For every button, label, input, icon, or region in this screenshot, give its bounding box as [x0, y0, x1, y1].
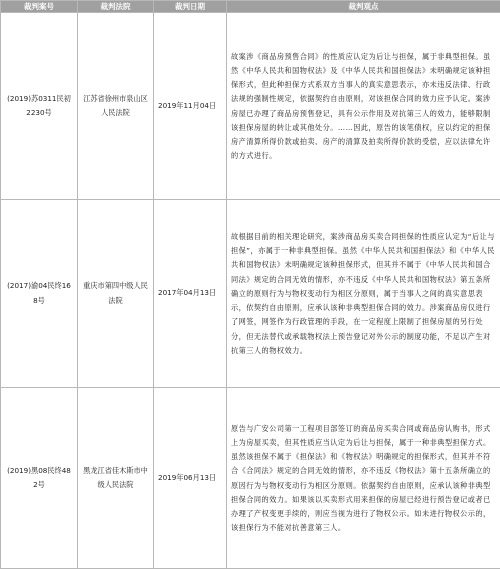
court-cell: 江苏省徐州市泉山区人民法院: [78, 13, 154, 200]
case-no-cell: (2017)渝04民终168号: [1, 200, 78, 388]
table-row: [1, 388, 500, 569]
court-cell: 重庆市第四中级人民法院: [78, 200, 154, 388]
court-cell: 黑龙江省佳木斯市中级人民法院: [78, 388, 154, 569]
view-cell: 故根据目前的相关理论研究，案涉商品房买卖合同担保的性质应认定为“后让与担保”，亦属于一种非典型担保。虽然《中华人民共和国担保法》和《中华人民共和国物权法》未明确规定该种担保形式，但其并不属于《中华人民共和国合同法》规定的合同无效的情形，亦不违反《中华人民共和国物权法》第五条所确立的原则行为与物权变动行为相区分原则，属于当事人之间的真实意思表示，依契约自由原则，应承认该种非典型担保合同的效力。涉案商品房仅进行了网签，网签作为行政管理的手段，在一定程度上限制了担保房屋的另行处分，但无法替代或承载物权法上预告登记对外公示的制度功能，不足以产生对抗第三人的物权效力。: [227, 200, 500, 388]
table-row: [1, 200, 500, 388]
date-cell: 2017年04月13日: [154, 200, 227, 388]
table-header-row: [1, 1, 500, 13]
date-cell: 2019年06月13日: [154, 388, 227, 569]
view-cell: 故案涉《商品房预售合同》的性质应认定为后让与担保，属于非典型担保。虽然《中华人民共和国物权法》及《中华人民共和国担保法》未明确规定该种担保形式，但此种担保方式系双方当事人的真实意思表示，亦未违反法律、行政法规的强制性规定，依据契约自由原则，对该担保合同的效力应予认定。案涉房屋已办理了商品房预售登记，具有公示作用及对抗第三人的效力，能够限制该担保房屋的转让或其他处分。……因此，原告的该笔债权，应以约定的担保房产清算所得价款或拍卖、房产的清算及拍卖所得价款的受偿，应以法律允许的方式进行。: [227, 13, 500, 200]
case-no-cell: (2019)黑08民终482号: [1, 388, 78, 569]
header-view: 裁判观点: [227, 1, 500, 13]
header-date: 裁判日期: [154, 1, 227, 13]
header-court: 裁判法院: [78, 1, 154, 13]
case-no-cell: (2019)苏0311民初2230号: [1, 13, 78, 200]
header-case-no: 裁判案号: [1, 1, 78, 13]
table-row: [1, 13, 500, 200]
view-cell: 原告与广安公司第一工程项目部签订的商品房买卖合同或商品房认购书，形式上为房屋买卖，但其性质应当认定为后让与担保，属于一种非典型担保方式。虽然该担保不属于《担保法》和《物权法》明确规定的担保形式，但其并不符合《合同法》规定的合同无效的情形，亦不违反《物权法》第十五条所确立的原因行为与物权变动行为相区分原则。依据契约自由原则，应承认该种非典型担保合同的效力。如果该以买卖形式用来担保的房屋已经进行预告登记或者已办理了产权变更手续的，则应当视为进行了物权公示。如未进行物权公示的，该担保行为不能对抗善意第三人。: [227, 388, 500, 569]
date-cell: 2019年11月04日: [154, 13, 227, 200]
